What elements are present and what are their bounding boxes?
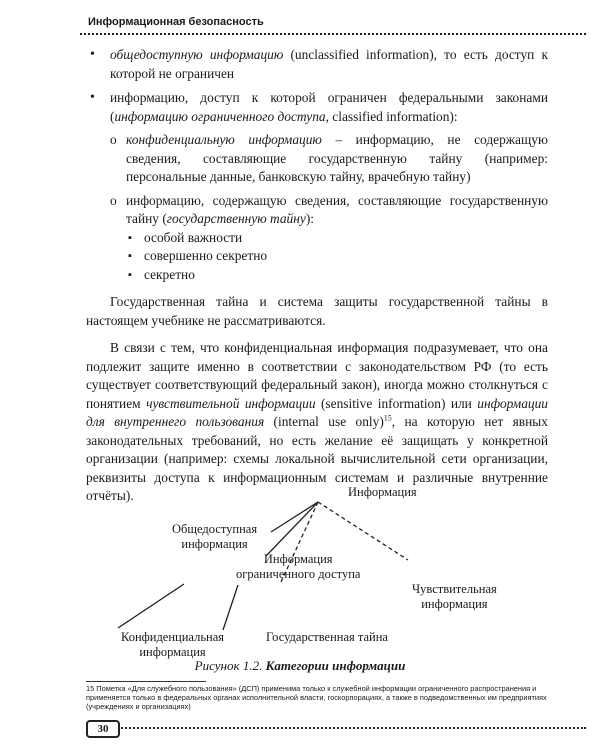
subbullet-confidential: o конфиденциальную информацию – информацию, не содержащую сведения, составляющие государственную тайну (например: персональные данные, банковскую тайну, врачебную тайну)	[86, 131, 548, 187]
paragraph-sensitive: В связи с тем, что конфиденциальная информация подразумевает, что она подлежит защите именно в соответствии с законодательством РФ (то есть существует соответствующий федеральный закон), иногда можно столкнуться с понятием чувствительной информации (sensitive information) или информации для внутреннего пользования (internal use only)$^{15}$, на которую нет явных законодательных требований, но есть желание её защищать у конкретной организации (например: схемы локальной вычислительной сети организации, реквизиты доступа к информационным системам и различные внутренние отчёты).	[86, 340, 548, 503]
header-divider	[80, 33, 586, 35]
node-sensitive-information: Чувствительная информация	[412, 582, 497, 611]
edge-restricted-state	[223, 585, 238, 630]
secrecy-level: ▪ особой важности	[86, 229, 548, 248]
running-header: Информационная безопасность	[88, 16, 264, 28]
node-public-information: Общедоступная информация	[172, 522, 258, 551]
bullet-restricted-info: • информацию, доступ к которой ограничен федеральными законами (информацию ограниченного доступа, classified information):	[86, 89, 548, 126]
bullet-public-info: • общедоступную информацию (unclassified information), то есть доступ к которой не ограничен	[86, 46, 548, 83]
node-restricted-information: Информация ограниченного доступа	[236, 552, 361, 581]
edge-restricted-confidential	[118, 584, 184, 628]
secrecy-level: ▪ секретно	[86, 266, 548, 285]
footer-divider	[118, 727, 586, 729]
page-number: 30	[86, 720, 120, 738]
secrecy-level: ▪ совершенно секретно	[86, 247, 548, 266]
info-categories-diagram	[86, 472, 548, 672]
body-text	[86, 40, 548, 506]
footnote-rule	[86, 681, 206, 682]
footnote: 15 Пометка «Для служебного пользования» (ДСП) применима только к служебной информации ограниченного распространения и применяется только в федеральных органах исполнительной власти, госкорпорациях, а также в подведомственных им предприятиях (учреждениях и организациях)	[86, 684, 547, 711]
figure-caption: Рисунок 1.2. Категории информации	[194, 658, 406, 673]
node-information: Информация	[348, 485, 417, 499]
node-state-secret: Государственная тайна	[266, 630, 388, 644]
node-confidential-information: Конфиденциальная информация	[121, 630, 225, 659]
edge-root-restricted	[266, 502, 318, 556]
paragraph-scope: Государственная тайна и система защиты государственной тайны в настоящем учебнике не рассматриваются.	[86, 294, 548, 328]
subbullet-state-secret: o информацию, содержащую сведения, составляющие государственную тайну (государственную тайну):	[86, 192, 548, 229]
